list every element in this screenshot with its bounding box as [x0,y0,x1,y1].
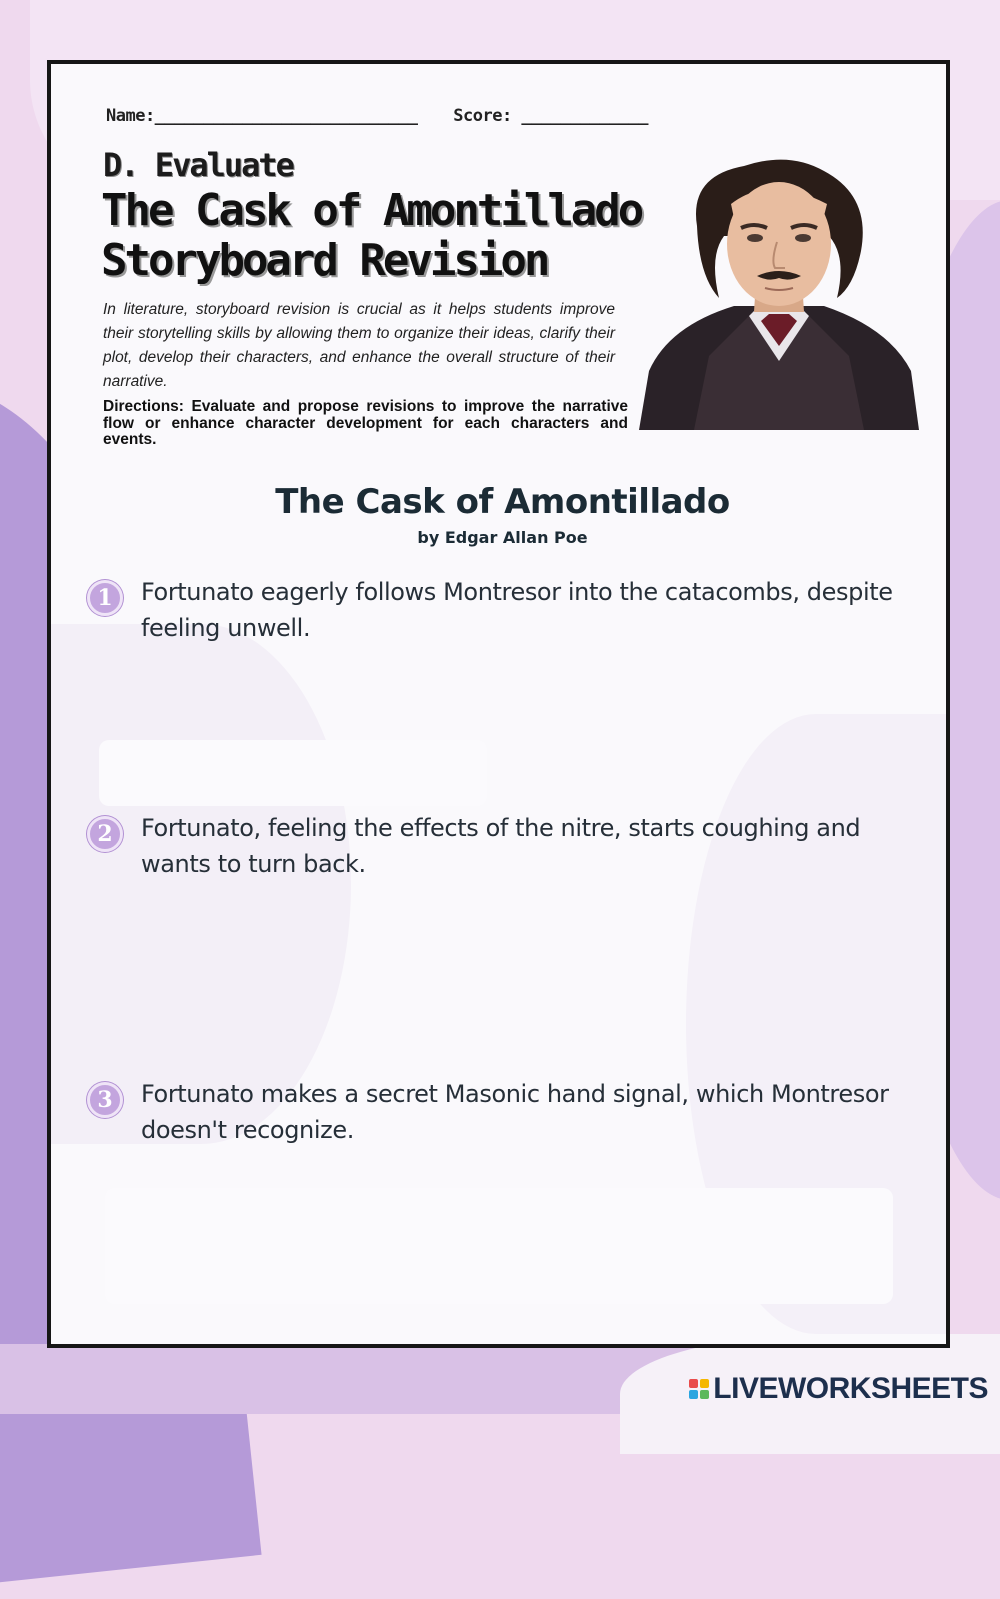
decor-shape [51,624,351,1144]
score-field-label: Score: _____________ [453,106,648,126]
worksheet-title [101,186,661,286]
number-badge: 3 [87,1082,123,1118]
story-author: by Edgar Allan Poe [417,528,588,547]
brand-name: LIVEWORKSHEETS [713,1372,988,1405]
name-field-label: Name:___________________________ [106,106,418,126]
worksheet-title-line1: The Cask of Amontillado [101,185,642,236]
liveworksheets-brand[interactable] [689,1372,988,1406]
liveworksheets-logo-icon [689,1379,709,1399]
logo-square [689,1390,698,1399]
directions-paragraph: Directions: Evaluate and propose revisions to improve the narrative flow or enhance character development for each characters and events. [103,398,628,448]
section-title: D. Evaluate [103,146,293,184]
worksheet-page [47,60,950,1348]
event-text: Fortunato, feeling the effects of the nitre, starts coughing and wants to turn back. [141,814,861,878]
intro-paragraph: In literature, storyboard revision is crucial as it helps students improve their storytelling skills by allowing them to organize their ideas, clarify their plot, develop their characters, and enhance the overall structure of their narrative. [103,301,615,390]
portrait-icon [639,156,919,430]
answer-box-3[interactable] [105,1188,893,1304]
author-portrait [639,156,919,430]
number-badge: 2 [87,816,123,852]
answer-box-1[interactable] [99,740,487,806]
story-title: The Cask of Amontillado [275,482,730,522]
logo-square [700,1379,709,1388]
event-text: Fortunato eagerly follows Montresor into the catacombs, despite feeling unwell. [141,578,893,642]
worksheet-title-line2: Storyboard Revision [101,235,548,286]
logo-square [689,1379,698,1388]
event-text: Fortunato makes a secret Masonic hand signal, which Montresor doesn't recognize. [141,1080,889,1144]
number-badge: 1 [87,580,123,616]
name-score-row [106,106,648,126]
logo-square [700,1390,709,1399]
